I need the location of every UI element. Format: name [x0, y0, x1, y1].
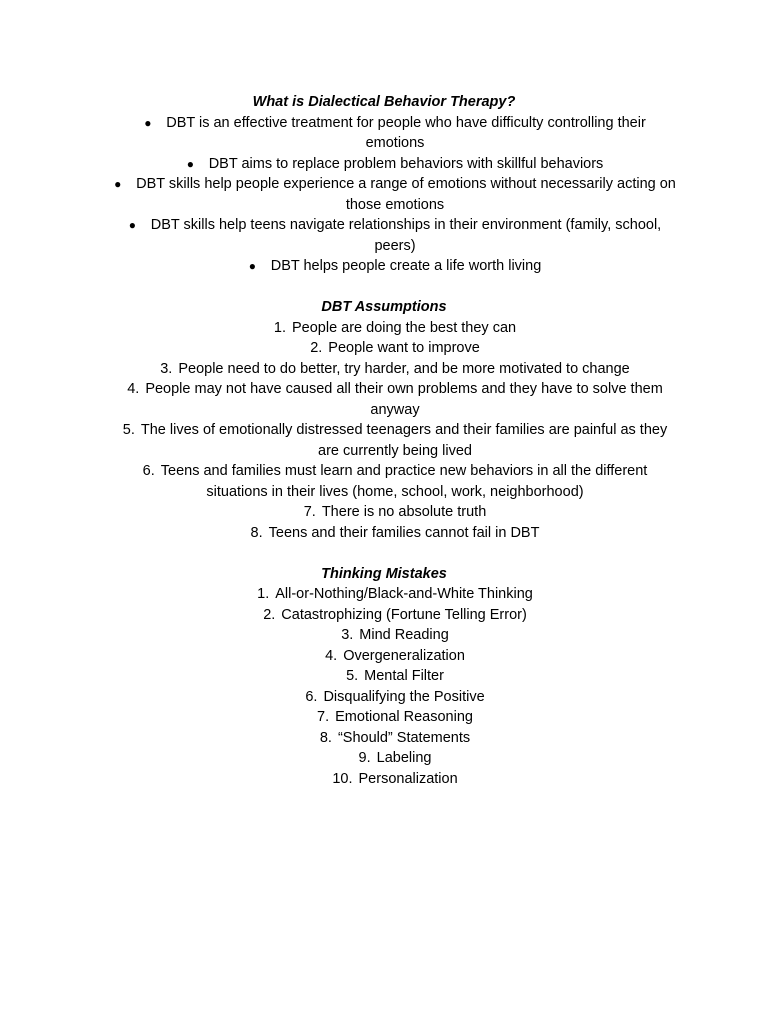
- numbered-list: [0, 318, 768, 544]
- list-item-text: Overgeneralization: [343, 647, 465, 664]
- bullet-list: [0, 113, 768, 277]
- list-item: [0, 646, 768, 667]
- list-item: [0, 154, 768, 175]
- number-marker: 8.: [319, 729, 332, 746]
- number-marker: 1.: [257, 586, 270, 602]
- list-item-text: Personalization: [358, 770, 458, 787]
- list-item-text: Teens and their families cannot fail in DBT: [268, 524, 540, 541]
- list-item-text: All-or-Nothing/Black-and-White Thinking: [275, 586, 533, 602]
- number-marker: 9.: [358, 750, 371, 766]
- number-marker: 4.: [325, 647, 338, 664]
- list-item: [0, 687, 768, 708]
- list-item: [0, 359, 768, 380]
- list-item-text: DBT skills help teens navigate relationships in their environment (family, school, peers): [150, 217, 662, 254]
- list-item: [0, 215, 768, 256]
- list-item-text: There is no absolute truth: [321, 504, 487, 520]
- section-heading: Thinking Mistakes: [321, 565, 447, 582]
- number-marker: 7.: [317, 709, 330, 725]
- list-item-text: People need to do better, try harder, and be more motivated to change: [178, 360, 630, 377]
- list-item: [0, 318, 768, 339]
- list-item: [0, 461, 768, 502]
- bullet-marker: ●: [248, 259, 256, 273]
- number-marker: 6.: [305, 688, 318, 705]
- number-marker: 6.: [142, 463, 155, 479]
- number-marker: 2.: [310, 340, 323, 356]
- number-marker: 1.: [273, 319, 286, 336]
- list-item: [0, 338, 768, 359]
- list-item-text: Mental Filter: [364, 668, 444, 684]
- list-item: [0, 502, 768, 523]
- number-marker: 4.: [127, 381, 140, 397]
- list-item-text: Mind Reading: [359, 627, 449, 643]
- list-item-text: People want to improve: [328, 340, 480, 356]
- numbered-list: [0, 584, 768, 789]
- list-item: [0, 523, 768, 544]
- list-item: [0, 728, 768, 749]
- bullet-marker: ●: [128, 218, 137, 232]
- section-dbt-overview: [0, 92, 768, 277]
- list-item-text: DBT skills help people experience a range of emotions without necessarily acting on those emotions: [136, 176, 676, 213]
- list-item-text: Disqualifying the Positive: [323, 688, 485, 705]
- bullet-marker: ●: [144, 115, 152, 130]
- list-item-text: DBT helps people create a life worth living: [270, 258, 542, 274]
- list-item-text: Labeling: [376, 750, 432, 766]
- section-dbt-assumptions: [0, 297, 768, 543]
- bullet-marker: ●: [114, 177, 122, 191]
- list-item: [0, 379, 768, 420]
- list-item: [0, 707, 768, 728]
- list-item: [0, 256, 768, 277]
- list-item-text: Teens and families must learn and practice new behaviors in all the different situations in their lives (home, school, work, neighborhood): [160, 463, 648, 500]
- list-item: [0, 605, 768, 626]
- list-item-text: DBT is an effective treatment for people who have difficulty controlling their emotions: [166, 114, 646, 151]
- number-marker: 7.: [303, 504, 316, 520]
- number-marker: 3.: [160, 360, 173, 377]
- list-item: [0, 174, 768, 215]
- list-item-text: Emotional Reasoning: [335, 709, 473, 725]
- list-item: [0, 625, 768, 646]
- list-item-text: People are doing the best they can: [291, 319, 517, 336]
- list-item-text: Catastrophizing (Fortune Telling Error): [281, 606, 527, 623]
- list-item-text: The lives of emotionally distressed teenagers and their families are painful as they are currently being lived: [140, 422, 668, 459]
- number-marker: 3.: [341, 627, 354, 643]
- section-heading: DBT Assumptions: [321, 299, 447, 315]
- number-marker: 5.: [122, 422, 135, 438]
- list-item: [0, 584, 768, 605]
- section-thinking-mistakes: [0, 564, 768, 790]
- list-item: [0, 769, 768, 790]
- number-marker: 8.: [250, 524, 263, 541]
- list-item: [0, 113, 768, 154]
- list-item: [0, 666, 768, 687]
- number-marker: 10.: [332, 770, 353, 787]
- list-item-text: People may not have caused all their own problems and they have to solve them anyway: [145, 381, 663, 418]
- list-item: [0, 420, 768, 461]
- list-item-text: “Should” Statements: [337, 729, 471, 746]
- list-item-text: DBT aims to replace problem behaviors with skillful behaviors: [208, 155, 604, 172]
- section-heading: What is Dialectical Behavior Therapy?: [252, 94, 516, 110]
- number-marker: 5.: [346, 668, 359, 684]
- list-item: [0, 748, 768, 769]
- number-marker: 2.: [263, 606, 276, 623]
- bullet-marker: ●: [186, 156, 194, 171]
